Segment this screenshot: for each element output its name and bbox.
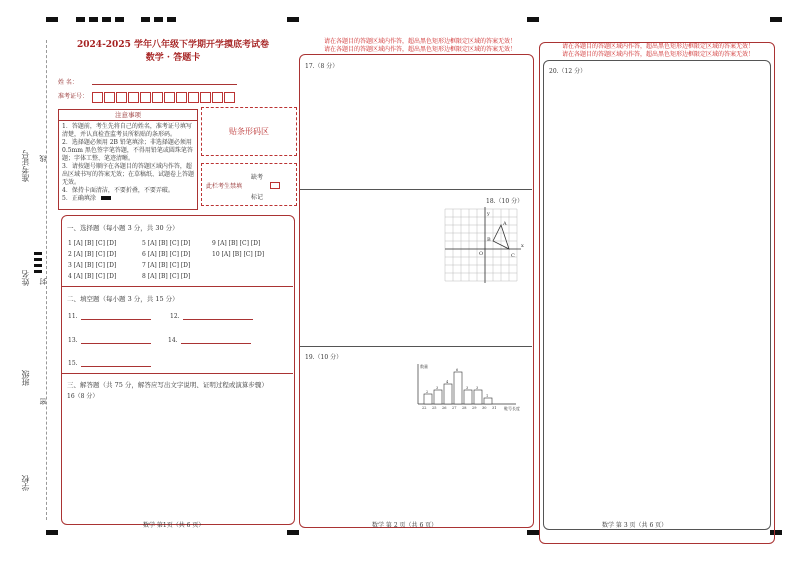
notice-box [58, 109, 198, 210]
svg-text:1: 1 [486, 394, 489, 398]
cut-label-secret: 密 [39, 398, 47, 405]
side-label-school: 学校 [21, 475, 30, 491]
notice-item: 2．选择题必须用 2B 铅笔填涂；非选择题必须用 0.5mm 黑色签字笔答题，不得用铅笔或圆珠笔答题；字体工整、笔迹清晰。 [62, 139, 193, 162]
name-field[interactable] [92, 84, 237, 85]
reg-mark [770, 17, 782, 22]
choice-row[interactable]: 2 [A] [B] [C] [D] [68, 251, 117, 258]
reg-mark [46, 530, 58, 535]
svg-text:31: 31 [492, 406, 497, 410]
reg-mark [34, 252, 42, 255]
choice-row[interactable]: 9 [A] [B] [C] [D] [212, 240, 261, 247]
page-subtitle: 数学 · 答题卡 [145, 53, 201, 63]
svg-text:2: 2 [426, 390, 429, 394]
exam-no-boxes[interactable] [92, 88, 236, 107]
svg-text:6: 6 [456, 368, 459, 372]
svg-text:y: y [487, 211, 490, 217]
reg-mark [46, 17, 58, 22]
svg-text:26: 26 [442, 406, 447, 410]
svg-text:A: A [503, 221, 507, 227]
svg-text:27: 27 [452, 406, 457, 410]
notice-title: 注意事项 [59, 110, 197, 121]
choice-row[interactable]: 8 [A] [B] [C] [D] [142, 273, 191, 280]
absent-box [201, 163, 297, 206]
svg-text:数量: 数量 [420, 364, 428, 369]
absent-note: 此栏考生禁填 [206, 183, 243, 190]
reg-mark [115, 17, 124, 22]
mark-label: 标记 [251, 194, 264, 201]
reg-mark [154, 17, 163, 22]
answer-frame-3 [543, 60, 771, 530]
svg-text:C: C [511, 253, 515, 259]
reg-mark [89, 17, 98, 22]
absent-checkbox[interactable] [270, 182, 280, 189]
barcode-area [201, 107, 297, 156]
svg-text:3: 3 [436, 386, 439, 390]
svg-text:29: 29 [472, 406, 477, 410]
page-footer: 数学 第1页（共 6 页） [143, 522, 205, 529]
side-label-exam-no: 准考证号 [21, 150, 30, 182]
notice-item: 5．正确填涂 [62, 195, 96, 202]
blank-15[interactable]: 15. [68, 359, 151, 367]
reg-mark [527, 530, 539, 535]
page-title: 2024-2025 学年八年级下学期开学摸底考试卷 [77, 40, 269, 50]
warning-text: 请在各题目的答题区域内作答，超出黑色矩形边框限定区域的答案无效！ [561, 51, 754, 58]
svg-text:O: O [479, 251, 484, 257]
barcode-label: 贴条形码区 [229, 127, 269, 136]
coordinate-grid-figure [443, 207, 528, 285]
question-16: 16（8 分） [67, 393, 99, 400]
side-label-name: 姓名 [21, 270, 30, 286]
choice-row[interactable]: 5 [A] [B] [C] [D] [142, 240, 191, 247]
section2-title: 二、填空题（每小题 3 分，共 15 分） [67, 295, 179, 303]
choice-row[interactable]: 6 [A] [B] [C] [D] [142, 251, 191, 258]
reg-mark [527, 17, 539, 22]
svg-text:4: 4 [446, 380, 449, 384]
svg-text:B: B [487, 237, 491, 243]
page-footer: 数学 第 2 页（共 6 页） [372, 522, 438, 529]
blank-12[interactable]: 12. [170, 312, 253, 320]
reg-mark [34, 270, 42, 273]
cut-label-seal: 封 [39, 278, 47, 285]
section-divider [62, 373, 293, 374]
section1-title: 一、选择题（每小题 3 分，共 30 分） [67, 224, 179, 232]
reg-mark [141, 17, 150, 22]
reg-mark [34, 258, 42, 261]
choice-row[interactable]: 7 [A] [B] [C] [D] [142, 262, 191, 269]
reg-mark [76, 17, 85, 22]
answer-frame-2 [299, 54, 534, 528]
notice-item: 3．请按题号顺序在各题目的答题区域内作答，超出区域书写的答案无效；在草稿纸、试题卷上答题无效。 [62, 163, 195, 186]
reg-mark [287, 530, 299, 535]
warning-text: 请在各题目的答题区域内作答，超出黑色矩形边框限定区域的答案无效！ [561, 43, 754, 50]
section-divider [62, 286, 293, 287]
exam-no-label: 准考证号： [58, 93, 89, 100]
warning-text: 请在各题目的答题区域内作答，超出黑色矩形边框限定区域的答案无效！ [323, 46, 516, 53]
notice-item: 4．保持卡面清洁，不要折叠，不要弄破。 [62, 187, 174, 194]
svg-text:22: 22 [422, 406, 427, 410]
reg-mark [287, 17, 299, 22]
cut-label-line: 线 [39, 155, 47, 162]
notice-item: 1．答题前，考生先将自己的姓名，准考证号填写清楚，并认真检查监考员所粘贴的条形码。 [62, 123, 192, 138]
section-divider [300, 189, 532, 190]
svg-text:鞋号长度: 鞋号长度 [504, 406, 520, 411]
side-label-class: 班级 [21, 370, 30, 386]
warning-text: 请在各题目的答题区域内作答，超出黑色矩形边框限定区域的答案无效！ [323, 38, 516, 45]
absent-label: 缺考 [251, 174, 264, 181]
svg-text:x: x [521, 243, 524, 249]
choice-row[interactable]: 1 [A] [B] [C] [D] [68, 240, 117, 247]
blank-13[interactable]: 13. [68, 336, 151, 344]
page-footer: 数学 第 3 页（共 6 页） [602, 522, 668, 529]
svg-text:3: 3 [466, 386, 469, 390]
blank-11[interactable]: 11. [68, 312, 151, 320]
reg-mark [167, 17, 176, 22]
question-20: 20.（12 分） [549, 68, 587, 75]
blank-14[interactable]: 14. [168, 336, 251, 344]
section3-title: 三、解答题（共 75 分，解答应写出文字说明、证明过程或演算步骤） [67, 381, 268, 389]
svg-text:3: 3 [476, 386, 479, 390]
bar-chart-figure [408, 362, 528, 412]
question-17: 17.（8 分） [305, 63, 339, 70]
choice-row[interactable]: 4 [A] [B] [C] [D] [68, 273, 117, 280]
svg-text:25: 25 [432, 406, 437, 410]
question-18: 18.（10 分） [486, 198, 524, 205]
choice-row[interactable]: 10 [A] [B] [C] [D] [212, 251, 265, 258]
question-19: 19.（10 分） [305, 354, 343, 361]
svg-text:30: 30 [482, 406, 487, 410]
section-divider [300, 346, 532, 347]
reg-mark [102, 17, 111, 22]
reg-mark [34, 264, 42, 267]
svg-text:28: 28 [462, 406, 467, 410]
name-label: 姓 名： [58, 79, 78, 86]
fill-sample [101, 196, 111, 200]
choice-row[interactable]: 3 [A] [B] [C] [D] [68, 262, 117, 269]
